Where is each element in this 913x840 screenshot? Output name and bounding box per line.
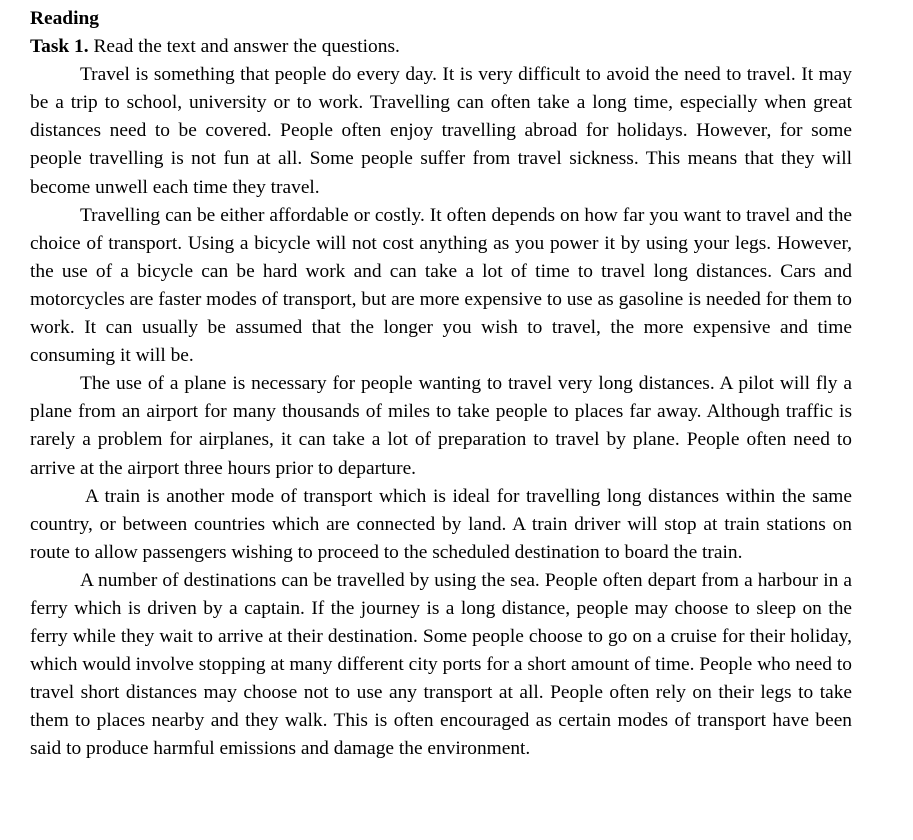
task-instruction-line (30, 33, 852, 61)
task-instruction: Read the text and answer the questions. (93, 36, 400, 58)
paragraph-plane: The use of a plane is necessary for people wanting to travel very long distances. A pilot will fly a plane from an airport for many thousands of miles to take people to places far away. Although traffic is rarely a problem for airplanes, it can take a lot of preparation to travel by plane. People often need to arrive at the airport three hours prior to departure. (30, 373, 852, 479)
task-label: Task 1. (30, 36, 89, 58)
paragraph-travel-intro: Travel is something that people do every day. It is very difficult to avoid the need to travel. It may be a trip to school, university or to work. Travelling can often take a long time, especially when great distances need to be covered. People often enjoy travelling abroad for holidays. However, for some people travelling is not fun at all. Some people suffer from travel sickness. This means that they will become unwell each time they travel. (30, 64, 852, 198)
section-heading: Reading (30, 8, 99, 29)
paragraph-train: A train is another mode of transport which is ideal for travelling long distances within the same country, or between countries which are connected by land. A train driver will stop at train stations on route to allow passengers wishing to proceed to the scheduled destination to board the train. (30, 485, 852, 563)
paragraph-sea: A number of destinations can be travelled by using the sea. People often depart from a harbour in a ferry which is driven by a captain. If the journey is a long distance, people may choose to sleep on the ferry while they wait to arrive at their destination. Some people choose to go on a cruise for their holiday, which would involve stopping at many different city ports for a short amount of time. People who need to travel short distances may choose not to use any transport at all. People often rely on their legs to take them to places nearby and they walk. This is often encouraged as certain modes of transport have been said to produce harmful emissions and damage the environment. (30, 569, 852, 760)
paragraph-travel-cost: Travelling can be either affordable or costly. It often depends on how far you want to travel and the choice of transport. Using a bicycle will not cost anything as you power it by using your legs. However, the use of a bicycle can be hard work and can take a lot of time to travel long distances. Cars and motorcycles are faster modes of transport, but are more expensive to use as gasoline is needed for them to work. It can usually be assumed that the longer you wish to travel, the more expensive and time consuming it will be. (30, 204, 852, 367)
